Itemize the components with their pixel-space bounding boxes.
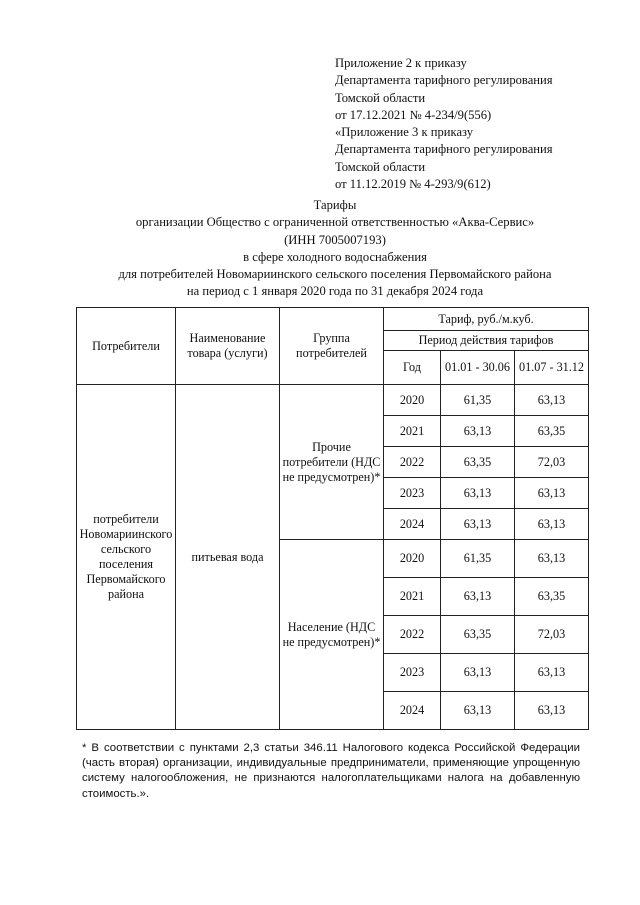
footnote: * В соответствии с пунктами 2,3 статьи 346.11 Налогового кодекса Российской Федерации (часть вторая) организации, индивидуальные предприниматели, применяющие упрощенную систему налогообложения, не признаются налогоплательщиками налога на добавленную стоимость.». <box>82 742 580 800</box>
tariff-h2-cell: 63,13 <box>515 540 589 578</box>
title-line: на период с 1 января 2020 года по 31 декабря 2024 года <box>186 284 484 299</box>
year-cell: 2020 <box>384 540 441 578</box>
tariff-h2-cell: 72,03 <box>515 447 589 478</box>
header-second-half: 01.07 - 31.12 <box>515 351 589 385</box>
appendix-line: Приложение 2 к приказу <box>335 56 467 70</box>
header-consumers: Потребители <box>77 308 176 385</box>
tariff-h2-cell: 63,13 <box>515 478 589 509</box>
year-cell: 2022 <box>384 447 441 478</box>
appendix-header <box>335 55 625 193</box>
year-cell: 2020 <box>384 385 441 416</box>
title-line: в сфере холодного водоснабжения <box>243 249 427 264</box>
title-line: организации Общество с ограниченной ответственностью «Аква-Сервис» <box>135 215 535 230</box>
tariff-h2-cell: 72,03 <box>515 616 589 654</box>
year-cell: 2023 <box>384 478 441 509</box>
header-first-half: 01.01 - 30.06 <box>441 351 515 385</box>
tariff-h1-cell: 63,13 <box>441 478 515 509</box>
tariff-h1-cell: 63,13 <box>441 692 515 730</box>
appendix-line: Департамента тарифного регулирования <box>335 73 553 88</box>
tariff-h1-cell: 63,35 <box>441 447 515 478</box>
tariff-h2-cell: 63,35 <box>515 416 589 447</box>
group-cell: Население (НДС не предусмотрен)* <box>280 540 384 730</box>
appendix-line: от 11.12.2019 № 4-293/9(612) <box>335 177 491 192</box>
tariff-h2-cell: 63,13 <box>515 385 589 416</box>
tariff-h2-cell: 63,35 <box>515 578 589 616</box>
year-cell: 2024 <box>384 692 441 730</box>
year-cell: 2024 <box>384 509 441 540</box>
tariff-h2-cell: 63,13 <box>515 509 589 540</box>
header-tariff: Тариф, руб./м.куб. <box>384 308 589 331</box>
tariff-h1-cell: 61,35 <box>441 540 515 578</box>
title-line: (ИНН 7005007193) <box>284 232 386 247</box>
tariff-h1-cell: 61,35 <box>441 385 515 416</box>
table-row <box>77 385 589 416</box>
document-title <box>40 197 630 301</box>
tariff-h1-cell: 63,13 <box>441 509 515 540</box>
tariff-h1-cell: 63,13 <box>441 654 515 692</box>
tariff-h2-cell: 63,13 <box>515 654 589 692</box>
group-cell: Прочие потребители (НДС не предусмотрен)* <box>280 385 384 540</box>
consumer-cell: потребители Новомариинского сельского поселения Первомайского района <box>77 385 176 730</box>
tariff-h2-cell: 63,13 <box>515 692 589 730</box>
header-product: Наименование товара (услуги) <box>176 308 280 385</box>
year-cell: 2022 <box>384 616 441 654</box>
title-line: Тарифы <box>313 198 357 212</box>
product-cell: питьевая вода <box>176 385 280 730</box>
header-year: Год <box>384 351 441 385</box>
title-line: для потребителей Новомариинского сельского поселения Первомайского района <box>118 267 552 282</box>
appendix-line: «Приложение 3 к приказу <box>335 125 474 140</box>
appendix-line: Томской области <box>335 159 426 174</box>
tariff-table <box>76 307 589 730</box>
appendix-line: Томской области <box>335 90 426 105</box>
year-cell: 2023 <box>384 654 441 692</box>
appendix-line: Департамента тарифного регулирования <box>335 142 553 157</box>
year-cell: 2021 <box>384 416 441 447</box>
tariff-h1-cell: 63,13 <box>441 416 515 447</box>
tariff-h1-cell: 63,13 <box>441 578 515 616</box>
year-cell: 2021 <box>384 578 441 616</box>
header-period: Период действия тарифов <box>384 331 589 351</box>
appendix-line: от 17.12.2021 № 4-234/9(556) <box>335 107 492 122</box>
tariff-h1-cell: 63,35 <box>441 616 515 654</box>
header-group: Группа потребителей <box>280 308 384 385</box>
